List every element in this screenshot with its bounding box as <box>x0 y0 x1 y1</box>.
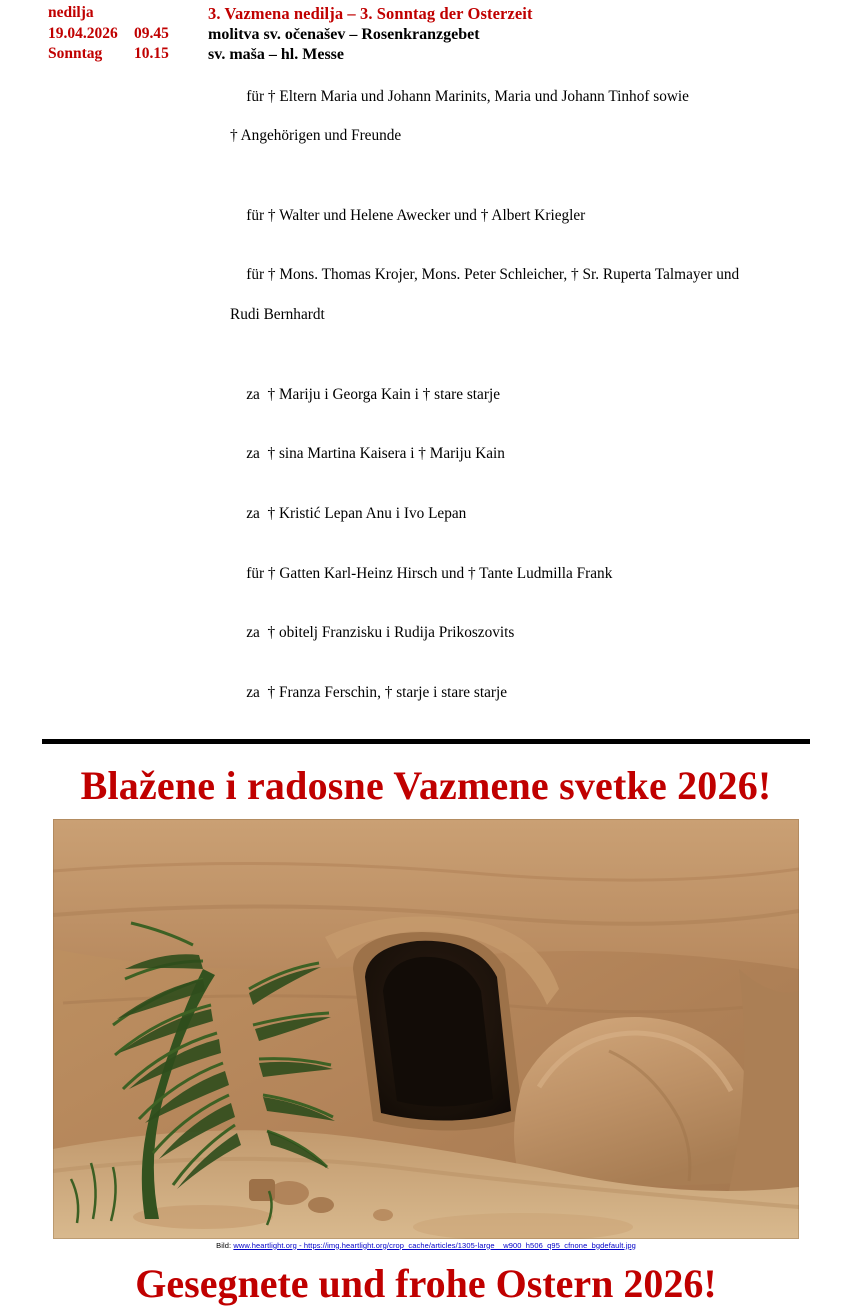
intentions-row <box>0 65 852 723</box>
intention-line: für † Walter und Helene Awecker und † Albert Kriegler <box>246 206 586 224</box>
schedule-day: 19.04.2026 <box>48 24 118 42</box>
intention-line: za † obitelj Franzisku i Rudija Prikoszovits <box>246 624 515 642</box>
mass-intentions-list <box>208 67 852 723</box>
intention-line: za † Kristić Lepan Anu i Ivo Lepan <box>246 504 467 522</box>
list-item <box>208 603 852 663</box>
list-item <box>208 424 852 484</box>
intention-continuation: † Angehörigen und Freunde <box>230 127 402 145</box>
schedule-description <box>208 25 852 45</box>
schedule-subheading: molitva sv. očenašev – Rosenkranzgebet <box>208 25 480 43</box>
schedule-time: 09.45 <box>134 24 169 42</box>
schedule-day: Sonntag <box>48 44 103 62</box>
section-divider <box>42 739 810 744</box>
empty-tomb-photo <box>53 819 799 1239</box>
list-item <box>208 663 852 723</box>
list-item <box>208 246 852 365</box>
schedule-description <box>208 45 852 65</box>
schedule-row <box>0 4 852 25</box>
schedule-subheading: sv. maša – hl. Messe <box>208 45 344 63</box>
intention-line: für † Gatten Karl-Heinz Hirsch und † Tante Ludmilla Frank <box>246 564 613 582</box>
intention-line: für † Mons. Thomas Krojer, Mons. Peter Schleicher, † Sr. Ruperta Talmayer und <box>246 266 740 284</box>
intention-continuation: Rudi Bernhardt <box>230 306 325 324</box>
intention-line: für † Eltern Maria und Johann Marinits, Maria und Johann Tinhof sowie <box>246 87 689 105</box>
schedule-day: nedilja <box>48 4 94 21</box>
schedule-time: 10.15 <box>134 44 169 62</box>
list-item <box>208 544 852 604</box>
easter-figure <box>53 819 799 1250</box>
image-caption <box>53 1241 799 1250</box>
intention-line: za † sina Martina Kaisera i † Mariju Kain <box>246 445 505 463</box>
schedule-row <box>0 45 852 65</box>
list-item <box>208 186 852 246</box>
list-item <box>208 484 852 544</box>
page-title-german: Gesegnete und frohe Ostern 2026! <box>135 1260 717 1306</box>
list-item <box>208 67 852 186</box>
intention-line: za † Franza Ferschin, † starje i stare starje <box>246 683 508 701</box>
caption-link[interactable]: www.heartlight.org - https://img.heartlight.org/crop_cache/articles/1305-large__w900_h506_q95_cfnone_bgdefault.jpg <box>233 1240 636 1250</box>
list-item <box>208 365 852 425</box>
schedule-heading: 3. Vazmena nedilja – 3. Sonntag der Osterzeit <box>208 4 533 23</box>
page-title-croatian: Blažene i radosne Vazmene svetke 2026! <box>80 762 772 808</box>
caption-prefix: Bild: <box>216 1240 234 1250</box>
intention-line: za † Mariju i Georga Kain i † stare starje <box>246 385 500 403</box>
schedule-description <box>208 4 852 25</box>
schedule-row <box>0 25 852 45</box>
